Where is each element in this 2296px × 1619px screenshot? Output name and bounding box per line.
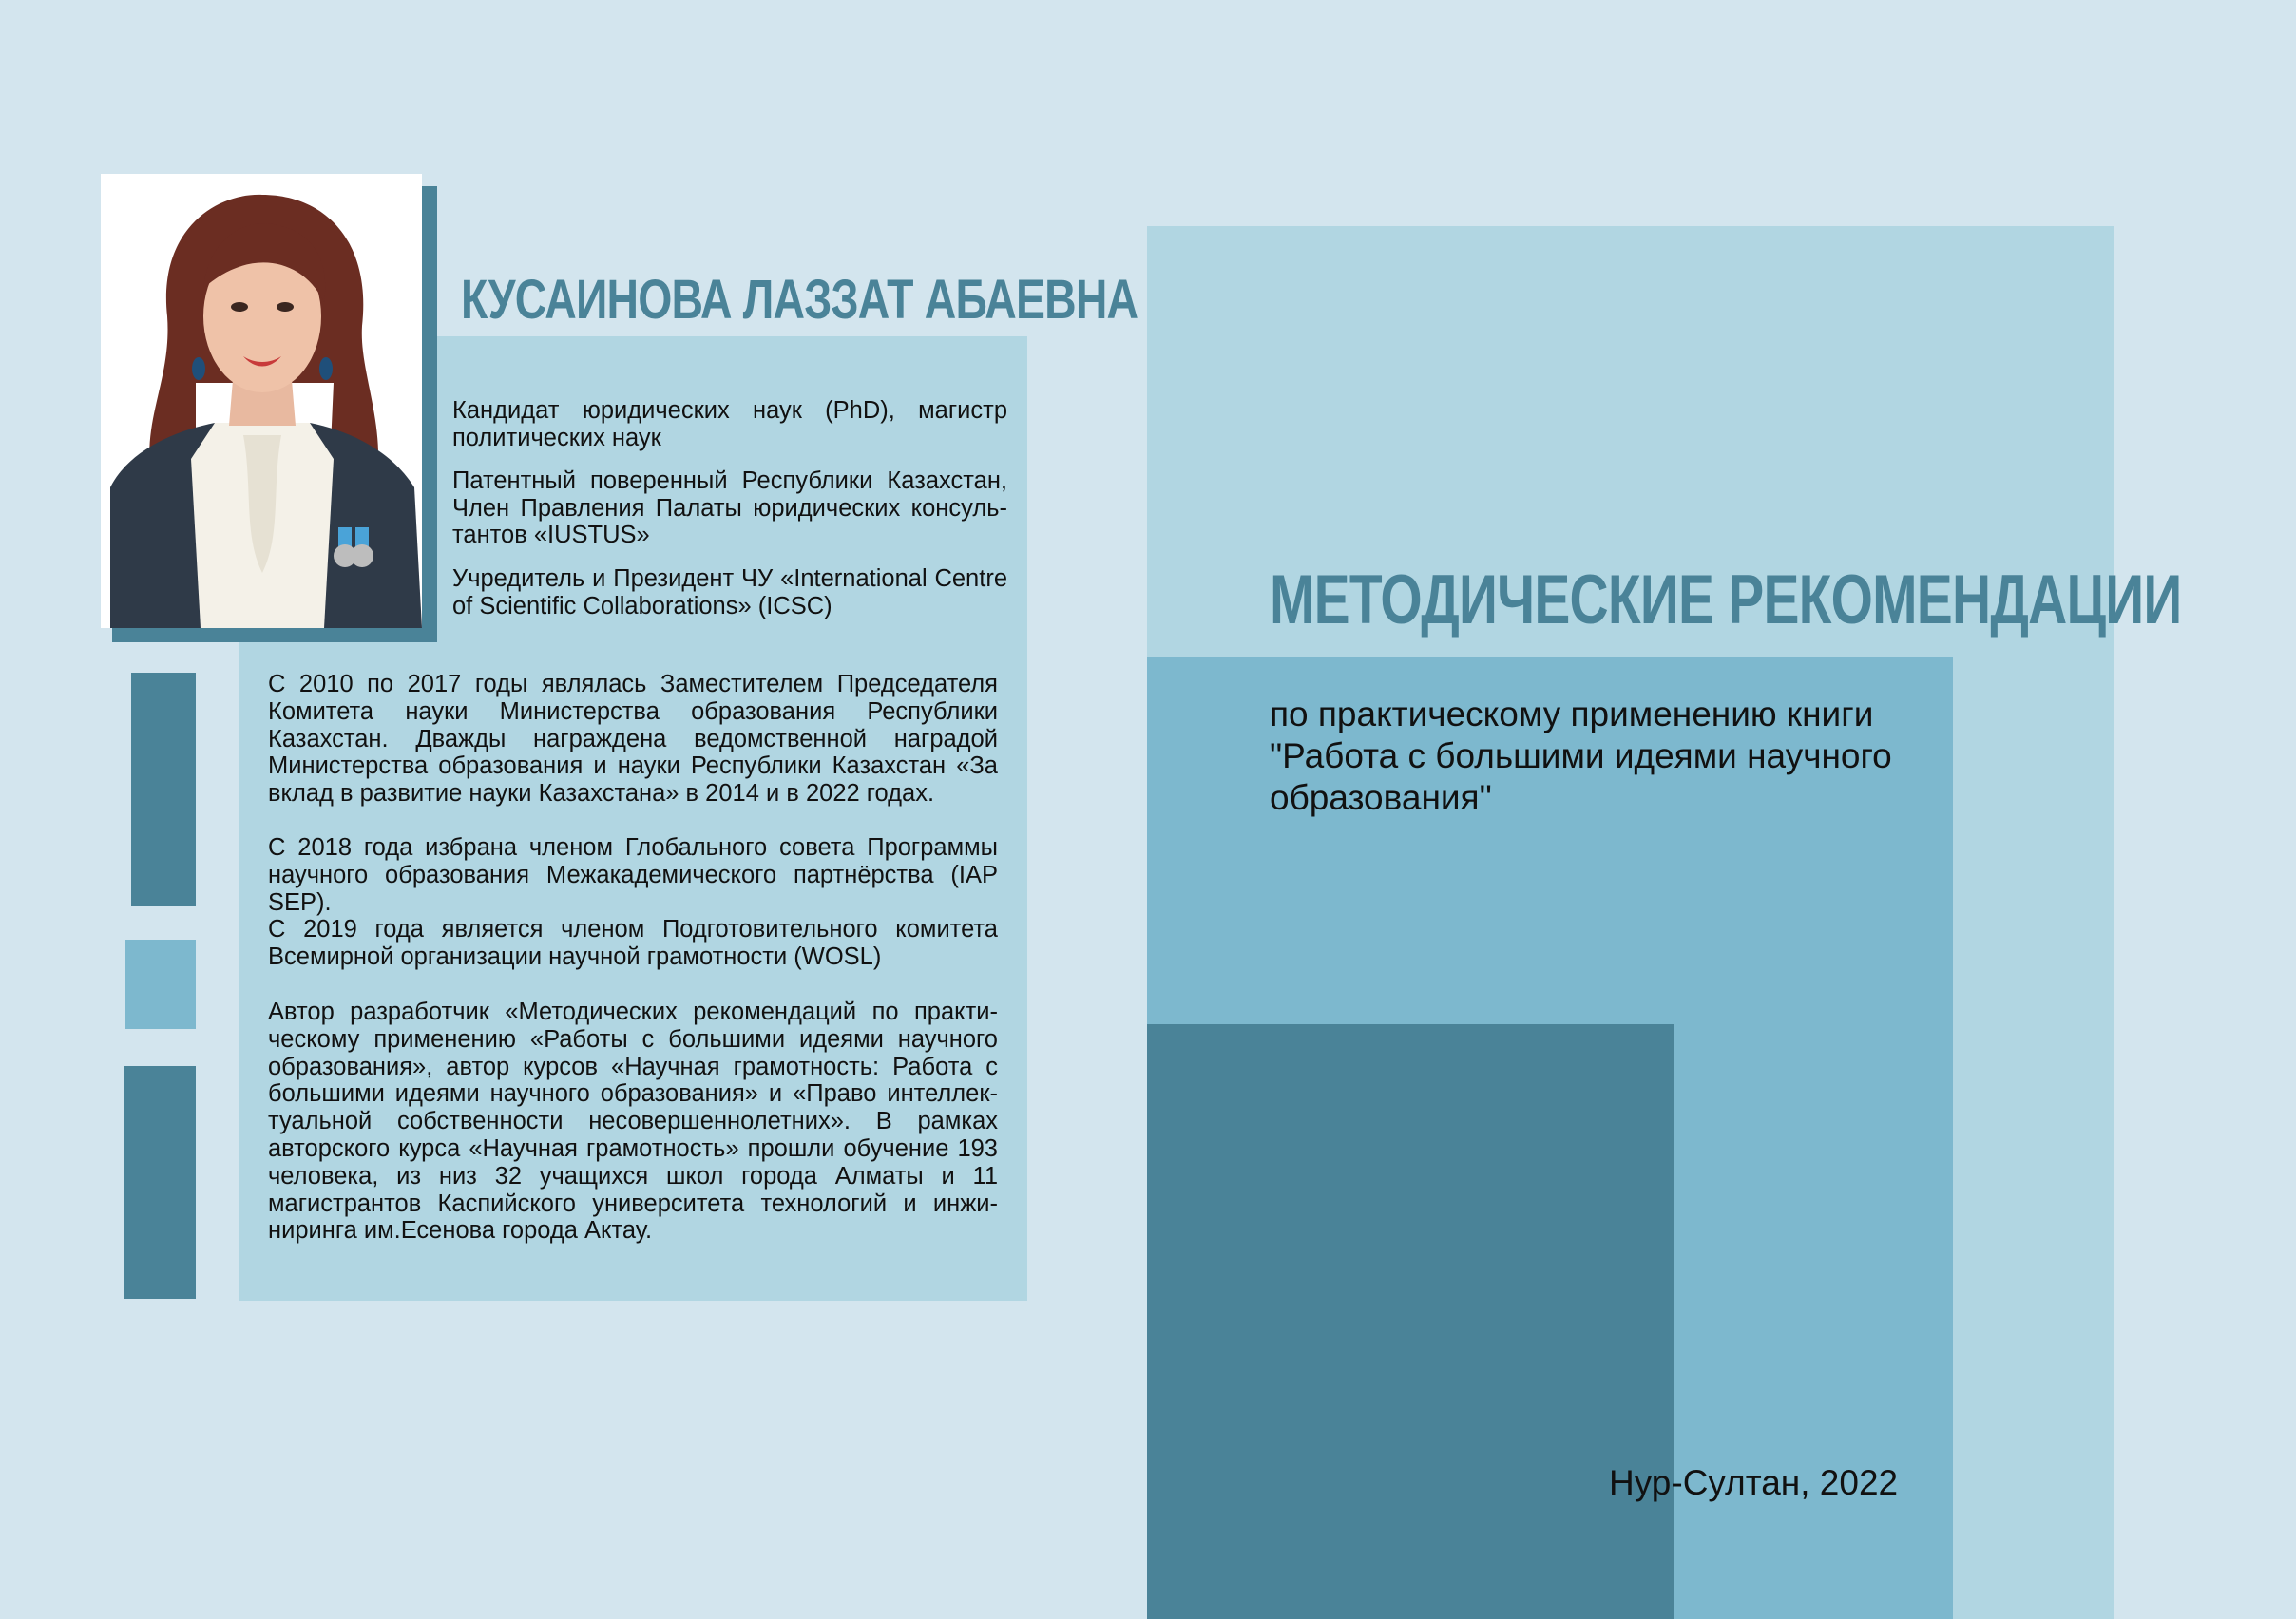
author-name: КУСАИНОВА ЛАЗЗАТ АБАЕВНА <box>461 269 1138 331</box>
credential-founder: Учредитель и Президент ЧУ «International Centre of Scientific Collaborations» (ICSC) <box>452 565 1007 619</box>
decor-bar-top <box>131 673 196 906</box>
bio-paragraph-wosl: С 2019 года является членом Подготовительного комитета Всемирной организации научной грамотности (WOSL) <box>268 916 998 970</box>
cover-title: МЕТОДИЧЕСКИЕ РЕКОМЕНДАЦИИ <box>1270 562 2182 638</box>
portrait-image <box>101 174 422 628</box>
cover-place-year: Нур-Султан, 2022 <box>1609 1463 1899 1502</box>
credential-degree: Кандидат юридических наук (PhD), магистр политических наук <box>452 397 1007 451</box>
bio-paragraph-author: Автор разработчик «Методических рекомендаций по практи-ческому применению «Работы с большими идеями научного образования», автор курсов «Научная грамотность: Работа с большими идеями научного образования» и «Право интеллек-туальной собственности несовершеннолетних». В рамках авторского курса «Научная грамотность» прошли обучение 193 человека, из низ 32 учащихся школ города Алматы и 11 магистрантов Каспийского университета технологий и инжи-ниринга им.Есенова города Актау. <box>268 999 998 1245</box>
credential-patent: Патентный поверенный Республики Казахстан, Член Правления Палаты юридических консуль-тантов «IUSTUS» <box>452 467 1007 548</box>
bio-paragraph-career: С 2010 по 2017 годы являлась Заместителем Председателя Комитета науки Министерства образования Республики Казахстан. Дважды награждена ведомственной наградой Министерства образования и науки Республики Казахстан «За вклад в развитие науки Казахстана» в 2014 и в 2022 годах. <box>268 671 998 808</box>
cover-panel-dark <box>1147 1024 1674 1619</box>
decor-bar-bottom <box>124 1066 196 1299</box>
author-photo <box>101 174 422 628</box>
bio-paragraph-iap: С 2018 года избрана членом Глобального совета Программы научного образования Межакадемического партнёрства (IAP SEP). <box>268 834 998 916</box>
cover-subtitle: по практическому применению книги "Работа с большими идеями научного образования" <box>1270 695 1892 817</box>
decor-bar-middle <box>125 940 196 1029</box>
